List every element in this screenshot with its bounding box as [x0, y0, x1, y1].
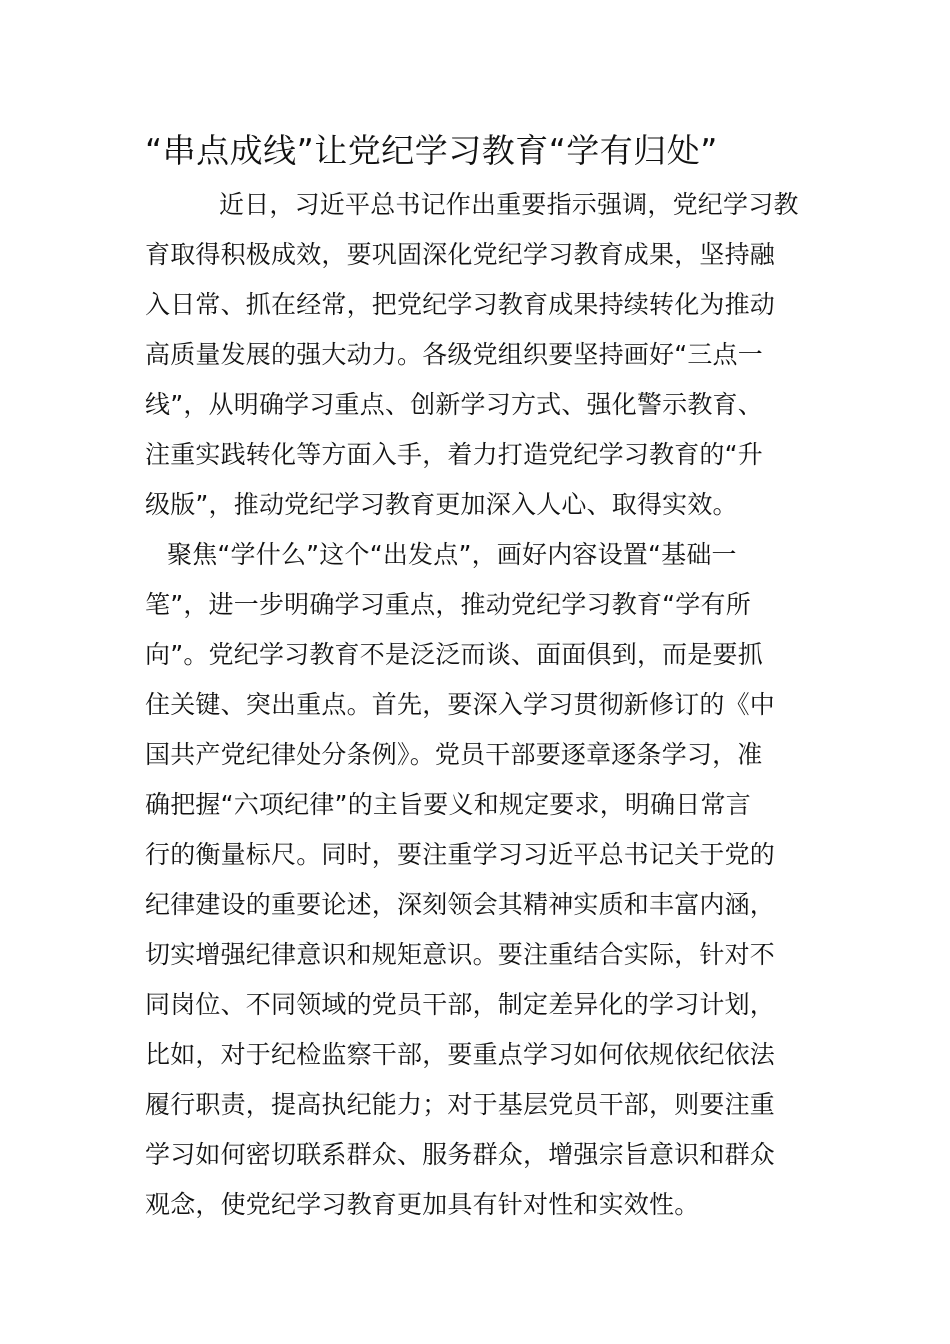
- paragraph-line: 纪律建设的重要论述，深刻领会其精神实质和丰富内涵，: [145, 890, 776, 919]
- paragraph-line: 观念，使党纪学习教育更加具有针对性和实效性。: [145, 1190, 700, 1219]
- paragraph-line: 育取得积极成效，要巩固深化党纪学习教育成果，坚持融: [145, 240, 776, 269]
- paragraph-line: 级版”，推动党纪学习教育更加深入人心、取得实效。: [145, 490, 738, 519]
- document-title: “串点成线”让党纪学习教育“学有归处”: [145, 131, 718, 170]
- paragraph-line: 入日常、抓在经常，把党纪学习教育成果持续转化为推动: [145, 290, 776, 319]
- paragraph-line: 聚焦“学什么”这个“出发点”，画好内容设置“基础一: [167, 540, 737, 569]
- paragraph-line: 笔”，进一步明确学习重点，推动党纪学习教育“学有所: [145, 590, 751, 619]
- paragraph-line: 国共产党纪律处分条例》。党员干部要逐章逐条学习，准: [145, 740, 763, 769]
- paragraph-line: 高质量发展的强大动力。各级党组织要坚持画好“三点一: [145, 340, 763, 369]
- paragraph-line: 确把握“六项纪律”的主旨要义和规定要求，明确日常言: [145, 790, 751, 819]
- document-body: [145, 180, 809, 1230]
- paragraph-line: 住关键、突出重点。首先，要深入学习贯彻新修订的《中: [145, 690, 776, 719]
- paragraph-line: 注重实践转化等方面入手，着力打造党纪学习教育的“升: [145, 440, 763, 469]
- paragraph-2: [145, 530, 809, 1230]
- paragraph-line: 线”，从明确学习重点、创新学习方式、强化警示教育、: [145, 390, 763, 419]
- paragraph-line: 切实增强纪律意识和规矩意识。要注重结合实际，针对不: [145, 940, 776, 969]
- paragraph-line: 行的衡量标尺。同时，要注重学习习近平总书记关于党的: [145, 840, 776, 869]
- paragraph-line: 学习如何密切联系群众、服务群众，增强宗旨意识和群众: [145, 1140, 776, 1169]
- paragraph-line: 同岗位、不同领域的党员干部，制定差异化的学习计划，: [145, 990, 776, 1019]
- paragraph-line: 向”。党纪学习教育不是泛泛而谈、面面俱到，而是要抓: [145, 640, 763, 669]
- paragraph-line: 履行职责，提高执纪能力；对于基层党员干部，则要注重: [145, 1090, 776, 1119]
- paragraph-1: [145, 180, 809, 530]
- paragraph-line: 比如，对于纪检监察干部，要重点学习如何依规依纪依法: [145, 1040, 776, 1069]
- paragraph-line: 近日，习近平总书记作出重要指示强调，党纪学习教: [219, 190, 799, 219]
